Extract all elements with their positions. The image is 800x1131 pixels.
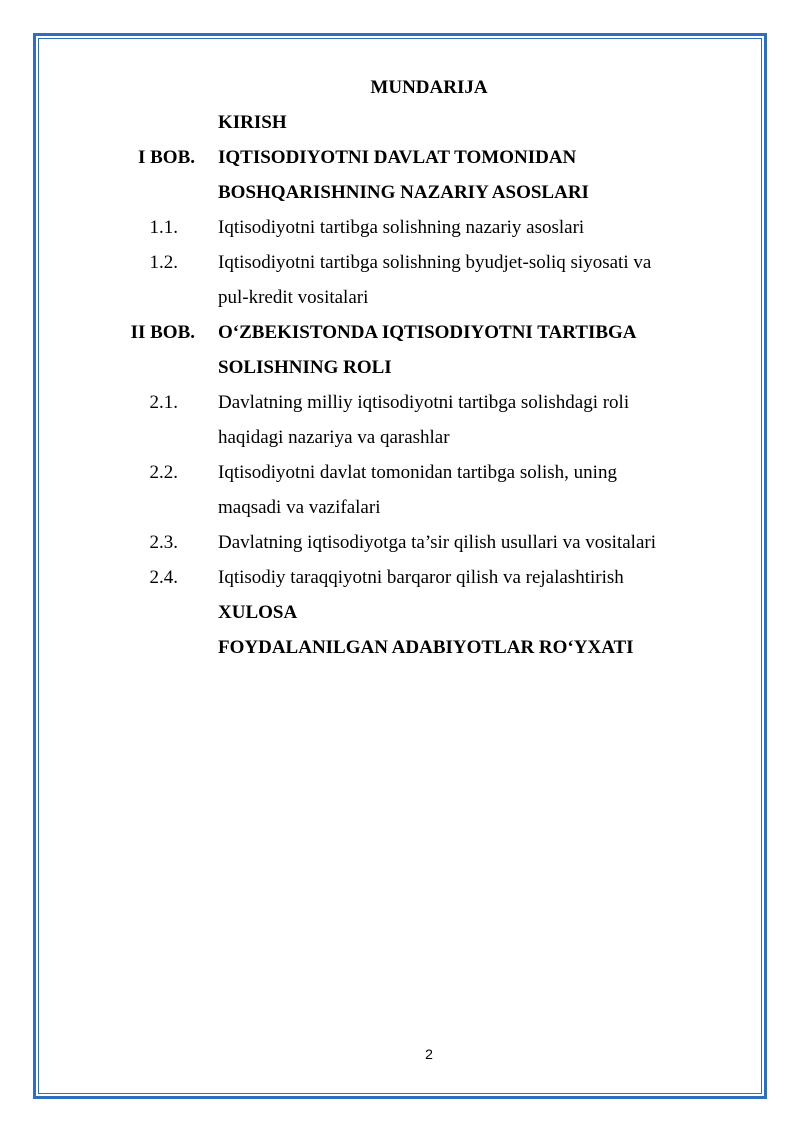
toc-item-2-2: [0, 460, 800, 495]
toc-item-2-1: [0, 390, 800, 425]
toc-item-text: O‘ZBEKISTONDA IQTISODIYOTNI TARTIBGA: [218, 322, 637, 343]
document-title: MUNDARIJA: [370, 77, 488, 98]
toc-item-intro: [0, 110, 800, 145]
toc-item-number: 2.4.: [149, 567, 178, 588]
toc-item-text: XULOSA: [218, 602, 298, 623]
toc-item-text: haqidagi nazariya va qarashlar: [218, 427, 450, 448]
toc-item-number: II BOB.: [130, 322, 195, 343]
toc-item-chapter1-cont: [0, 180, 800, 215]
toc-item-text: Davlatning iqtisodiyotga ta’sir qilish usullari va vositalari: [218, 532, 656, 553]
toc-item-references: [0, 635, 800, 670]
toc-item-text: Iqtisodiyotni tartibga solishning nazariy asoslari: [218, 217, 585, 238]
toc-item-1-1: [0, 215, 800, 250]
toc-item-chapter2-cont: [0, 355, 800, 390]
toc-item-2-1-cont: [0, 425, 800, 460]
toc-item-text: Iqtisodiyotni davlat tomonidan tartibga solish, uning: [218, 462, 617, 483]
toc-item-text: IQTISODIYOTNI DAVLAT TOMONIDAN: [218, 147, 577, 168]
toc-item-text: Davlatning milliy iqtisodiyotni tartibga solishdagi roli: [218, 392, 630, 413]
toc-item-conclusion: [0, 600, 800, 635]
toc-item-text: Iqtisodiyotni tartibga solishning byudjet-soliq siyosati va: [218, 252, 652, 273]
toc-item-chapter1: [0, 145, 800, 180]
toc-item-2-4: [0, 565, 800, 600]
toc-item-text: Iqtisodiy taraqqiyotni barqaror qilish va rejalashtirish: [218, 567, 624, 588]
page-number: 2: [425, 1046, 433, 1062]
toc-item-chapter2: [0, 320, 800, 355]
toc-item-2-2-cont: [0, 495, 800, 530]
toc-item-number: 2.1.: [149, 392, 178, 413]
toc-item-number: 1.2.: [149, 252, 178, 273]
toc-item-text: FOYDALANILGAN ADABIYOTLAR RO‘YXATI: [218, 637, 634, 658]
toc-item-2-3: [0, 530, 800, 565]
toc-item-text: KIRISH: [218, 112, 287, 133]
toc-item-1-2-cont: [0, 285, 800, 320]
toc-item-text: pul-kredit vositalari: [218, 287, 369, 308]
table-of-contents: [0, 110, 800, 670]
toc-item-text: BOSHQARISHNING NAZARIY ASOSLARI: [218, 182, 589, 203]
toc-item-text: SOLISHNING ROLI: [218, 357, 392, 378]
toc-item-number: 1.1.: [149, 217, 178, 238]
toc-item-text: maqsadi va vazifalari: [218, 497, 381, 518]
toc-item-1-2: [0, 250, 800, 285]
toc-item-number: 2.2.: [149, 462, 178, 483]
toc-item-number: 2.3.: [149, 532, 178, 553]
toc-item-number: I BOB.: [137, 147, 195, 168]
